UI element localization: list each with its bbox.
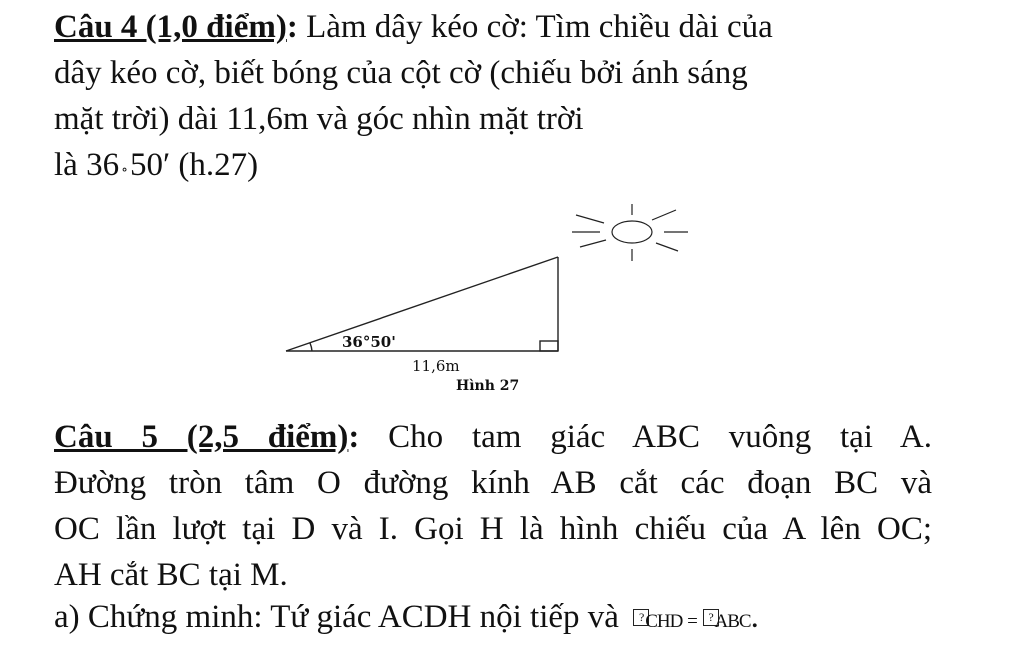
question-4-line-1 — [54, 4, 954, 50]
question-5-line-1-text: Cho tam giác ABC vuông tại A. — [359, 419, 933, 455]
sun-icon — [572, 204, 688, 261]
question-4-angle-prefix: là 36 — [54, 147, 120, 183]
equals-sign: = — [682, 611, 703, 632]
question-4-line-1-text: Làm dây kéo cờ: Tìm chiều dài của — [297, 9, 773, 45]
missing-glyph-icon: ? — [703, 609, 719, 626]
question-4-angle-suffix: 50′ (h.27) — [129, 147, 259, 183]
angle-abc-letters: ABC — [714, 611, 751, 632]
question-4 — [54, 4, 954, 194]
question-4-line-4 — [54, 142, 954, 194]
question-5-line-1 — [54, 414, 932, 460]
angle-chd-letters: CHD — [645, 611, 683, 632]
question-4-line-2: dây kéo cờ, biết bóng của cột cờ (chiếu bởi ánh sáng — [54, 55, 748, 91]
question-5-colon: : — [348, 419, 360, 455]
right-angle-marker — [540, 341, 558, 351]
question-5-line-2: Đường tròn tâm O đường kính AB cắt các đoạn BC và — [54, 465, 932, 501]
angle-chd — [633, 599, 682, 645]
question-4-heading: Câu 4 (1,0 điểm) — [54, 9, 287, 45]
part-a-text: a) Chứng minh: Tứ giác ACDH nội tiếp và — [54, 599, 628, 635]
question-5-line-3: OC lần lượt tại D và I. Gọi H là hình chiếu của A lên OC; — [54, 511, 932, 547]
part-a-period: . — [750, 599, 759, 635]
question-5-heading: Câu 5 (2,5 điểm) — [54, 419, 349, 455]
right-triangle — [286, 257, 558, 351]
question-5-line-4: AH cắt BC tại M. — [54, 557, 288, 593]
degree-symbol: ∘ — [121, 162, 128, 178]
question-4-line-3: mặt trời) dài 11,6m và góc nhìn mặt trời — [54, 101, 584, 137]
sun-ray — [286, 257, 558, 351]
question-5 — [54, 414, 932, 598]
angle-abc — [703, 599, 751, 645]
angle-label: 36°50' — [342, 333, 396, 351]
figure-27 — [270, 195, 690, 400]
angle-arc — [310, 343, 312, 351]
question-4-colon: : — [286, 9, 298, 45]
figure-caption: Hình 27 — [456, 378, 520, 394]
base-length-label: 11,6m — [412, 357, 460, 375]
missing-glyph-icon: ? — [633, 609, 649, 626]
question-5-part-a — [54, 594, 759, 645]
